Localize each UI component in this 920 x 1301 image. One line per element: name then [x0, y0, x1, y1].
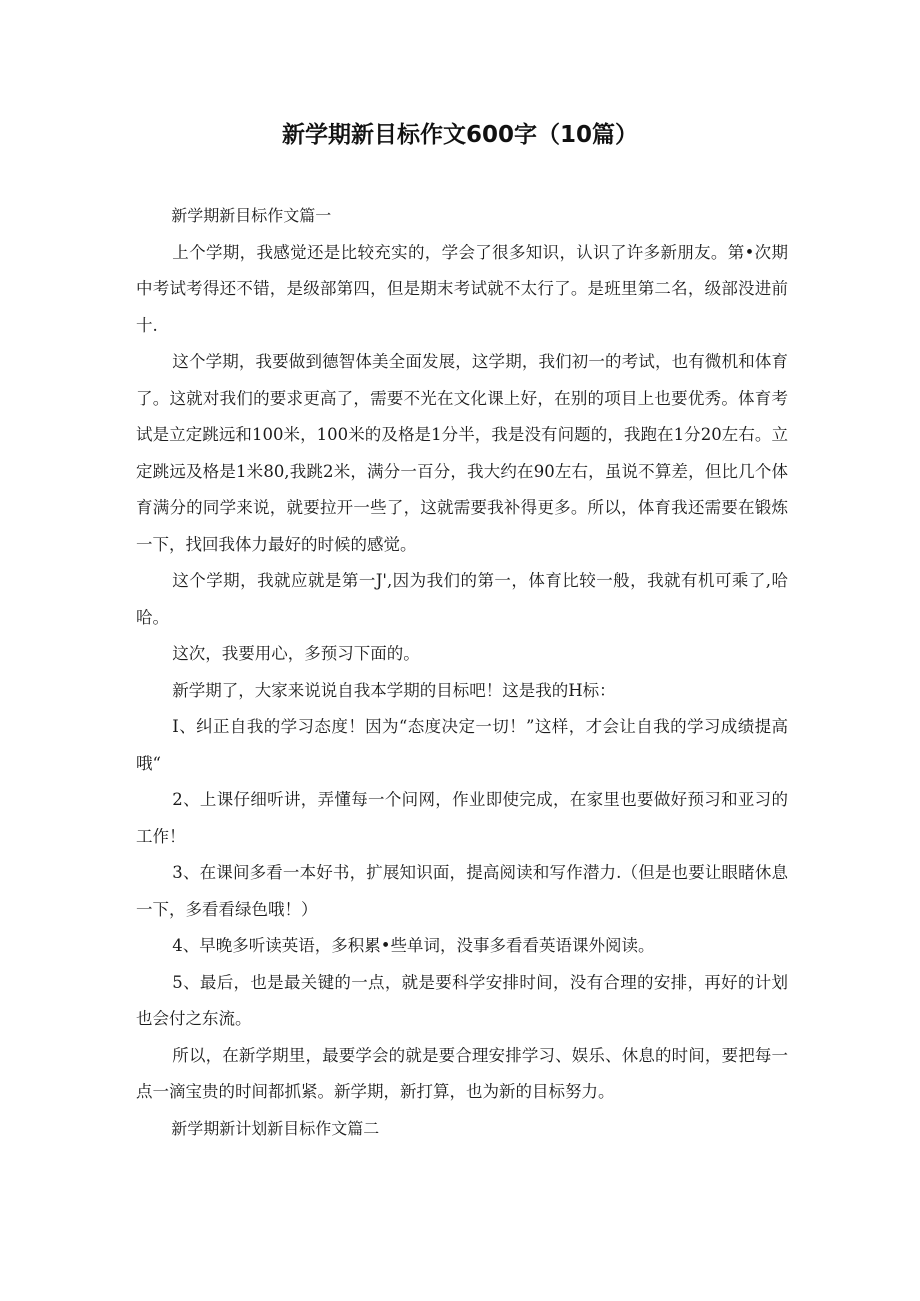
section-heading-1: 新学期新目标作文篇一	[171, 206, 332, 225]
goal-item-3: 3、在课间多看一本好书，扩展知识面，提高阅读和写作潜力.（但是也要让眼睹休息一下，多看看绿色哦！）	[136, 863, 788, 919]
paragraph: 这个学期，我要做到德智体美全面发展，这学期，我们初一的考试，也有微机和体育了。这就对我们的要求更高了，需要不光在文化课上好，在别的项目上也要优秀。体育考试是立定跳远和100米，100米的及格是1分半，我是没有问题的，我跑在1分20左右。立定跳远及格是1米80,我跳2米，满分一百分，我大约在90左右，虽说不算差，但比几个体育满分的同学来说，就要拉开一些了，这就需要我补得更多。所以，体育我还需要在锻炼一下，找回我体力最好的时候的感觉。	[136, 352, 788, 554]
document-body	[136, 198, 788, 1147]
paragraph: 这次，我要用心，多预习下面的。	[172, 644, 420, 663]
paragraph: 这个学期，我就应就是第一J',因为我们的第一，体育比较一般，我就有机可乘了,哈哈。	[136, 571, 788, 627]
paragraph: 上个学期，我感觉还是比较充实的，学会了很多知识，认识了许多新朋友。第•次期中考试考得还不错，是级部第四，但是期末考试就不太行了。是班里第二名，级部没进前十.	[136, 242, 788, 335]
paragraph: 所以，在新学期里，最要学会的就是要合理安排学习、娱乐、休息的时间，要把每一点一滴宝贵的时间都抓紧。新学期，新打算，也为新的目标努力。	[136, 1045, 788, 1101]
goal-item-1: I、纠正自我的学习态度！因为“态度决定一切！”这样，才会让自我的学习成绩提高哦“	[136, 717, 788, 773]
paragraph: 新学期了，大家来说说自我本学期的目标吧！这是我的H标：	[172, 680, 616, 700]
goal-item-4: 4、早晚多听读英语，多积累•些单词，没事多看看英语课外阅读。	[172, 936, 655, 955]
goal-item-2: 2、上课仔细听讲，弄懂每一个问网，作业即使完成，在家里也要做好预习和亚习的工作！	[136, 790, 788, 846]
document-title: 新学期新目标作文600字（10篇）	[281, 122, 639, 148]
goal-item-5: 5、最后，也是最关键的一点，就是要科学安排时间，没有合理的安排，再好的计划也会付之东流。	[136, 972, 788, 1028]
section-heading-2: 新学期新计划新目标作文篇二	[171, 1118, 380, 1138]
